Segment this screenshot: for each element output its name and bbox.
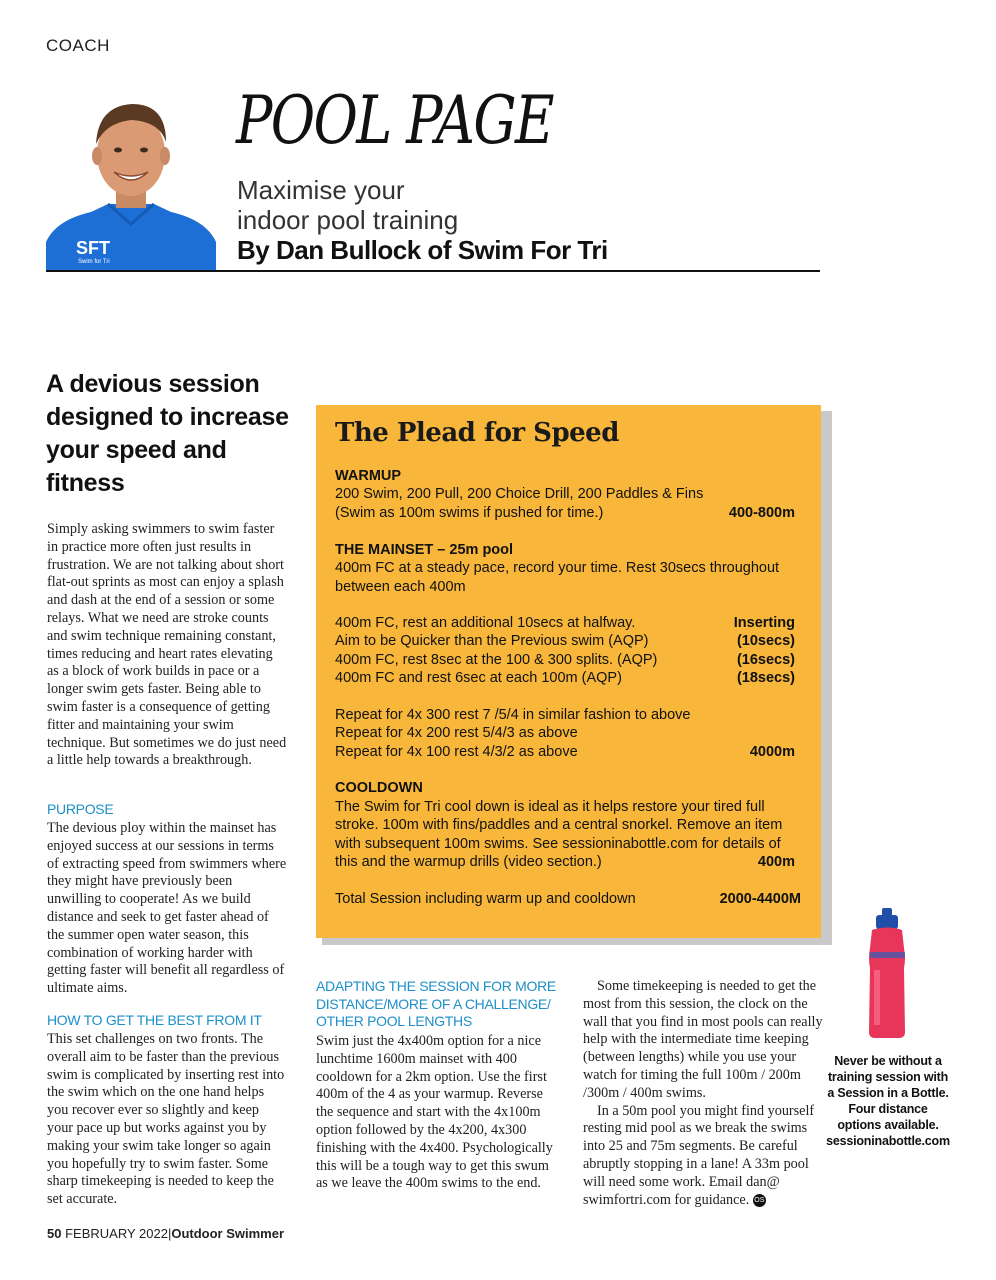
repeat-3-text: Repeat for 4x 100 rest 4/3/2 as above bbox=[335, 744, 578, 760]
end-mark-icon: OS bbox=[753, 1194, 766, 1207]
timekeeping-text bbox=[583, 978, 823, 1209]
author-photo bbox=[46, 92, 216, 270]
standfirst-line-1: Maximise your bbox=[237, 175, 405, 205]
cooldown-line-2: stroke. 100m with fins/paddles and a central snorkel. Remove an item bbox=[335, 817, 783, 833]
how-heading: HOW TO GET THE BEST FROM IT bbox=[47, 1012, 262, 1028]
total-label: Total Session including warm up and cooldown bbox=[335, 891, 636, 907]
bottle-caption: Never be without a training session with a Session in a Bottle. Four distance options available. sessioninabottle.com bbox=[826, 1054, 950, 1148]
rep-3-note: (16secs) bbox=[736, 652, 795, 668]
cooldown-heading: COOLDOWN bbox=[335, 780, 423, 796]
footer-separator: | bbox=[167, 1226, 172, 1241]
mainset-distance: 4000m bbox=[749, 744, 795, 760]
rep-3-text: 400m FC, rest 8sec at the 100 & 300 splits. (AQP) bbox=[335, 652, 658, 668]
byline: By Dan Bullock of Swim For Tri bbox=[237, 235, 608, 265]
mainset-heading: THE MAINSET – 25m pool bbox=[335, 542, 514, 558]
warmup-line-2-text: (Swim as 100m swims if pushed for time.) bbox=[335, 505, 604, 521]
rep-line-4 bbox=[335, 669, 795, 687]
rep-2-text: Aim to be Quicker than the Previous swim (AQP) bbox=[335, 633, 649, 649]
intro-paragraph: Simply asking swimmers to swim faster in practice more often just results in frustration. We are not talking about short flat-out sprints as most can enjoy a splash and dash at the end of a session or some relays. What we need are stroke counts and swim technique remaining constant, times reducing and heart rates elevating as a block of work builds in pace or a longer swim gets faster. Being able to swim faster is a consequence of getting fitter and maintaining your swim technique. But sometimes we do just need a little help towards a breakthrough. bbox=[47, 521, 287, 769]
timekeeping-paragraph-2-text: In a 50m pool you might find yourself resting mid pool as we break the swims into 25 and 75m segments. Be careful abruptly stopping in a lane! A 33m pool will need some work. Email dan@ swimfortri.com for guidance. bbox=[583, 1102, 815, 1208]
rep-1-text: 400m FC, rest an additional 10secs at halfway. bbox=[335, 615, 636, 631]
adapting-paragraph: Swim just the 4x400m option for a nice lunchtime 1600m mainset with 400 cooldown for a 2km option. Use the first 400m of the 4 as your warmup. Reverse the sequence and start with the 4x100m option followed by the 4x200, 4x300 finishing with the 4x400. Psychologically this will be a tough way to get this swum as we leave the 400m swims to the end. bbox=[316, 1033, 553, 1192]
timekeeping-paragraph-1: Some timekeeping is needed to get the most from this session, the clock on the wall that you find in most pools can really help with the intermediate time keeping (between lengths) while you use your watch for timing the full 100m / 200m /300m / 400m swims. bbox=[583, 978, 823, 1101]
cooldown-line-1: The Swim for Tri cool down is ideal as it helps restore your tired full bbox=[335, 799, 765, 815]
warmup-distance: 400-800m bbox=[728, 505, 795, 521]
warmup-line-1: 200 Swim, 200 Pull, 200 Choice Drill, 200 Paddles & Fins bbox=[335, 486, 704, 502]
purpose-heading: PURPOSE bbox=[47, 801, 114, 817]
how-paragraph: This set challenges on two fronts. The overall aim to be faster than the previous swim is complicated by inserting rest into the swim which on the one hand helps you recover ever so slightly and keep your pace up but works against you by making your swim take longer so again you hopefully try to swim faster. Some sharp timekeeping is needed to keep the set accurate. bbox=[47, 1031, 285, 1208]
page-title: POOL PAGE bbox=[236, 82, 553, 159]
warmup-heading: WARMUP bbox=[335, 468, 402, 484]
cooldown-line-3: with subsequent 100m swims. See sessioninabottle.com for details of bbox=[335, 836, 781, 852]
article-headline: A devious session designed to increase your speed and fitness bbox=[46, 370, 289, 497]
cooldown-line-4 bbox=[335, 853, 795, 871]
magazine-name: Outdoor Swimmer bbox=[171, 1226, 285, 1241]
adapting-heading: ADAPTING THE SESSION FOR MORE DISTANCE/MORE OF A CHALLENGE/ OTHER POOL LENGTHS bbox=[316, 978, 556, 1029]
shirt-logo: SFT bbox=[76, 238, 110, 258]
purpose-paragraph: The devious ploy within the mainset has enjoyed success at our sessions in terms of extracting speed from swimmers where they might have previously been unwilling to cooperate! As we build distance and seek to get faster ahead of the summer open water season, this combination of working harder with getting faster will benefit all regardless of ultimate aims. bbox=[47, 820, 287, 997]
rep-1-note: Inserting bbox=[733, 615, 795, 631]
timekeeping-paragraph-2 bbox=[583, 1103, 823, 1210]
shirt-logo-sub: Swim for Tri bbox=[78, 259, 110, 265]
standfirst-line-2: indoor pool training bbox=[237, 205, 459, 235]
page-number: 50 bbox=[47, 1226, 62, 1241]
mainset-line-1: 400m FC at a steady pace, record your time. Rest 30secs throughout bbox=[335, 560, 780, 576]
cooldown-line-4-text: this and the warmup drills (video section.) bbox=[335, 854, 602, 870]
water-bottle-image bbox=[862, 908, 912, 1040]
issue-date: FEBRUARY 2022 bbox=[65, 1226, 168, 1241]
cooldown-distance: 400m bbox=[757, 854, 795, 870]
author-portrait-illustration bbox=[46, 92, 216, 270]
rep-4-note: (18secs) bbox=[736, 670, 795, 686]
rep-2-note: (10secs) bbox=[736, 633, 795, 649]
repeat-line-3 bbox=[335, 743, 795, 761]
total-distance: 2000-4400M bbox=[719, 891, 801, 907]
rep-line-3 bbox=[335, 651, 795, 669]
total-line bbox=[335, 890, 801, 908]
rep-line-2 bbox=[335, 632, 795, 650]
rep-line-1 bbox=[335, 614, 795, 632]
page-footer bbox=[47, 1226, 284, 1241]
repeat-line-1: Repeat for 4x 300 rest 7 /5/4 in similar fashion to above bbox=[335, 707, 691, 723]
rep-4-text: 400m FC and rest 6sec at each 100m (AQP) bbox=[335, 670, 622, 686]
header-rule bbox=[46, 270, 820, 272]
mainset-line-2: between each 400m bbox=[335, 579, 466, 595]
warmup-line-2 bbox=[335, 504, 795, 522]
section-label: COACH bbox=[46, 36, 110, 55]
session-title: The Plead for Speed bbox=[335, 418, 619, 448]
water-bottle-icon bbox=[862, 908, 912, 1040]
repeat-line-2: Repeat for 4x 200 rest 5/4/3 as above bbox=[335, 725, 578, 741]
